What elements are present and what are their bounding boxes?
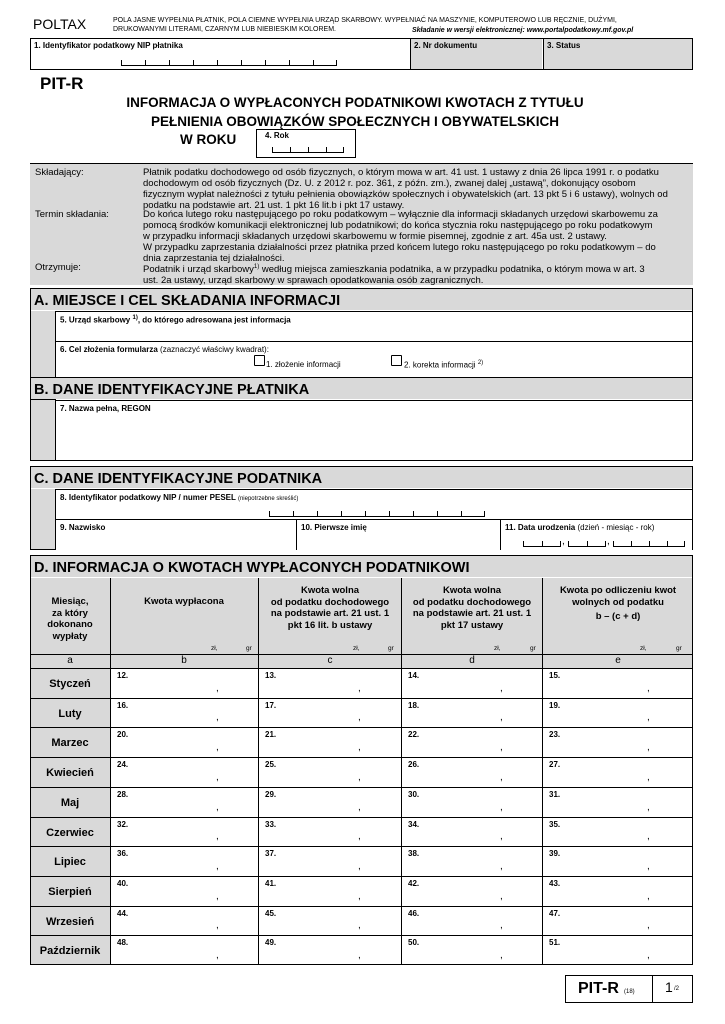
col-e-header-1: Kwota po odliczeniu kwot [559,585,677,596]
letter-b: b [181,655,187,666]
col-c-header-2: od podatku dochodowego [270,596,390,608]
decimal-comma: , [500,831,503,842]
field-number: 15. [549,671,561,680]
last-name-label: 9. Nazwisko [60,523,106,532]
decimal-comma: , [500,742,503,753]
first-name-field[interactable] [296,519,500,550]
deadline-label: Termin składania: [35,209,109,220]
unit-zl-e: zł, [640,645,647,652]
birth-date-field[interactable] [500,519,692,550]
unit-gr-b: gr [246,645,252,652]
footer-code-cell [566,976,653,1002]
decimal-comma: , [500,683,503,694]
tax-office-label-b: , do którego adresowana jest informacja [137,315,291,325]
field-number: 43. [549,879,561,888]
recipient-text-2: ust. 2a ustawy, urząd skarbowy w sprawach opodatkowania osób zagranicznych. [143,275,484,287]
decimal-comma: , [216,742,219,753]
recipient-text-1 [143,262,645,275]
month-name: Maj [60,797,80,809]
birth-date-sep-2: , [607,536,610,547]
deadline-text-1: Do końca lutego roku następującego po roku podatkowym – wyłącznie dla informacji składanych urzędowi skarbowemu za [143,209,658,220]
footer-page-number: 1 [665,979,673,995]
field-number: 13. [265,671,277,680]
title-line-1: INFORMACJA O WYPŁACONYCH PODATNIKOWI KWOTACH Z TYTUŁU [126,95,584,110]
field-number: 22. [408,730,420,739]
col-e-header-2: wolnych od podatku [572,596,664,608]
field-number: 27. [549,760,561,769]
decimal-comma: , [358,802,361,813]
field-number: 26. [408,760,420,769]
section-b-title: B. DANE IDENTYFIKACYJNE PŁATNIKA [30,377,693,399]
field-number: 39. [549,849,561,858]
decimal-comma: , [216,950,219,961]
unit-zl-b: zł, [211,645,218,652]
decimal-comma: , [647,920,650,931]
letter-c: c [327,655,333,666]
option-correction-checkbox[interactable] [391,355,402,366]
section-c-title: C. DANE IDENTYFIKACYJNE PODATNIKA [30,466,693,488]
birth-date-sep-1: , [562,536,565,547]
decimal-comma: , [358,742,361,753]
field-number: 29. [265,790,277,799]
submitter-text-4: podatku na podstawie art. 21 ust. 1 pkt 16 lit.b i pkt 17 ustawy. [143,200,405,211]
col-divider-2 [258,578,259,965]
year-tick-row [272,148,344,153]
field-number: 25. [265,760,277,769]
field-number: 18. [408,701,420,710]
unit-gr-d: gr [530,645,536,652]
brand-logo: POLTAX [33,16,87,32]
decimal-comma: , [358,683,361,694]
decimal-comma: , [358,712,361,723]
deadline-text-5: dnia zaprzestania tej działalności. [143,253,285,264]
unit-zl-d: zł, [494,645,501,652]
footer-version: (18) [624,989,635,995]
col-d-header-4: pkt 17 ustawy [440,619,504,631]
footnote-2-ref: 2) [477,360,484,366]
decimal-comma: , [216,861,219,872]
field-number: 31. [549,790,561,799]
decimal-comma: , [216,802,219,813]
submitter-label: Składający: [35,167,84,178]
field-number: 20. [117,730,129,739]
col-c-header-3: na podstawie art. 21 ust. 1 [270,608,390,619]
col-b-header: Kwota wypłacona [144,596,224,607]
month-name: Sierpień [48,886,92,898]
month-name: Czerwiec [46,827,94,839]
birth-month-ticks [568,542,606,547]
month-name: Lipiec [54,856,86,868]
field-number: 30. [408,790,420,799]
option-correction-text: 2. korekta informacji [404,360,478,370]
decimal-comma: , [647,831,650,842]
field-number: 41. [265,879,277,888]
purpose-label-a: 6. Cel złożenia formularza [60,345,161,354]
month-name: Kwiecień [46,767,94,779]
decimal-comma: , [358,950,361,961]
decimal-comma: , [647,712,650,723]
submitter-text-2: dochodowym od osób fizycznych (Dz. U. z 2012 r. poz. 361, z późn. zm.), zwanej dalej „ustawą”, dokonujący osobom [143,178,636,189]
col-divider-3 [401,578,402,965]
field-number: 17. [265,701,277,710]
field-number: 12. [117,671,129,680]
recipient-text [143,262,645,286]
field-number: 49. [265,938,277,947]
footer-page-total: /2 [674,986,680,992]
unit-gr-c: gr [388,645,394,652]
decimal-comma: , [358,831,361,842]
col-c-header-1: Kwota wolna [300,585,360,596]
deadline-text [143,209,658,264]
status-label: 3. Status [547,41,581,50]
deadline-text-3: w przypadku informacji składanych urzędowi skarbowemu w formie pisemnej, zgodnie z art. 45a ust. 2 ustawy. [143,231,607,242]
footer-code-box [565,975,693,1003]
payer-name-field[interactable] [55,400,692,460]
year-label: 4. Rok [265,131,290,140]
payer-name-label: 7. Nazwa pełna, REGON [60,404,151,413]
col-e-formula: b – (c + d) [595,611,641,622]
field-number: 35. [549,820,561,829]
decimal-comma: , [216,712,219,723]
title-line-3: W ROKU [180,132,237,147]
field-number: 47. [549,909,561,918]
birth-year-ticks [613,542,685,547]
year-field[interactable] [256,129,356,158]
decimal-comma: , [500,861,503,872]
field-number: 46. [408,909,420,918]
submitter-text-1: Płatnik podatku dochodowego od osób fizycznych, o którym mowa w art. 41 ust. 1 ustawy z dnia 26 lipca 1991 r. o podatku [143,167,659,178]
birth-date-label-text: 11. Data urodzenia [505,523,578,532]
col-d-header-2: od podatku dochodowego [412,596,532,608]
field-number: 16. [117,701,129,710]
col-d-header-3: na podstawie art. 21 ust. 1 [412,608,532,619]
field-number: 42. [408,879,420,888]
field-number: 32. [117,820,129,829]
doc-number-label: 2. Nr dokumentu [414,41,478,50]
form-code: PIT-R [40,74,84,93]
decimal-comma: , [647,950,650,961]
field-number: 21. [265,730,277,739]
submitter-text-3: fizycznym wypłat należności z tytułu pełnienia obowiązków społecznych i obywatelskich (art. 13 pkt 5 i 6 ustawy), wolnych od [143,189,668,200]
option-submission-checkbox[interactable] [254,355,265,366]
decimal-comma: , [647,742,650,753]
field-number: 36. [117,849,129,858]
month-name: Wrzesień [45,916,95,928]
decimal-comma: , [216,683,219,694]
col-a-header-3: dokonano [47,619,93,630]
decimal-comma: , [647,802,650,813]
field-number: 48. [117,938,129,947]
field-number: 50. [408,938,420,947]
last-name-field[interactable] [55,519,296,550]
month-name: Marzec [51,737,89,749]
col-a-header-1: Miesiąc, [51,596,89,607]
recipient-label: Otrzymuje: [35,262,81,273]
option-correction-label [404,360,483,370]
decimal-comma: , [358,920,361,931]
decimal-comma: , [500,950,503,961]
option-submission-label: 1. złożenie informacji [266,360,341,369]
taxpayer-id-field[interactable] [55,489,692,519]
col-c-header-4: pkt 16 lit. b ustawy [287,619,373,631]
decimal-comma: , [500,920,503,931]
col-divider-1 [110,578,111,965]
decimal-comma: , [216,772,219,783]
decimal-comma: , [216,831,219,842]
nip-label: 1. Identyfikator podatkowy NIP płatnika [34,41,183,50]
field-number: 24. [117,760,129,769]
doc-number-field [410,39,542,69]
field-number: 33. [265,820,277,829]
nip-field[interactable] [31,39,409,69]
submitter-text [143,167,668,211]
birth-date-note: (dzień - miesiąc - rok) [577,523,655,532]
col-a-header-2: za który [52,607,88,619]
taxpayer-id-tick-row [269,512,485,517]
footnote-1-ref: 1) [132,315,138,321]
footer-form-code: PIT-R [578,980,619,997]
month-name: Luty [58,708,82,720]
deadline-text-4: W przypadku zaprzestania działalności przez płatnika przed końcem lutego roku następującego po roku podatkowym – do [143,242,656,253]
recipient-text-1b: według miejsca zamieszkania podatnika, a w przypadku podatnika, o którym mowa w art. 3 [259,264,645,276]
field-number: 19. [549,701,561,710]
tax-office-label [60,315,291,325]
decimal-comma: , [647,861,650,872]
decimal-comma: , [358,772,361,783]
decimal-comma: , [358,891,361,902]
field-number: 37. [265,849,277,858]
birth-day-ticks [523,542,561,547]
col-a-header-4: wypłaty [52,630,88,642]
decimal-comma: , [647,772,650,783]
header-instruction-2: DRUKOWANYMI LITERAMI, CZARNYM LUB NIEBIESKIM KOLOREM. [113,26,336,33]
decimal-comma: , [647,891,650,902]
field-number: 34. [408,820,420,829]
tax-office-field[interactable] [55,311,692,341]
header-instruction-1: POLA JASNE WYPEŁNIA PŁATNIK, POLA CIEMNE WYPEŁNIA URZĄD SKARBOWY. WYPEŁNIAĆ NA MASZYNIE, KOMPUTEROWO LUB RĘCZNIE, DUŻYMI, [113,17,617,24]
col-d-header-1: Kwota wolna [442,585,502,596]
taxpayer-id-label-text: 8. Identyfikator podatkowy NIP / numer PESEL [60,493,238,502]
birth-date-label [505,523,654,532]
field-number: 14. [408,671,420,680]
decimal-comma: , [216,891,219,902]
letter-a: a [67,655,73,666]
section-d-box [30,555,693,965]
month-name: Styczeń [49,678,91,690]
status-field [543,39,692,69]
field-number: 51. [549,938,561,947]
electronic-note: Składanie w wersji elektronicznej: www.portalpodatkowy.mf.gov.pl [412,27,634,34]
section-d-title: D. INFORMACJA O KWOTACH WYPŁACONYCH PODATNIKOWI [30,555,693,577]
nip-tick-row [121,61,337,66]
decimal-comma: , [216,920,219,931]
decimal-comma: , [500,772,503,783]
field-number: 23. [549,730,561,739]
letter-e: e [615,655,621,666]
deadline-text-2: pomocą środków komunikacji elektronicznej lub podatnikowi; do końca stycznia roku następującego po roku podatkowym [143,220,653,231]
field-number: 44. [117,909,129,918]
field-number: 40. [117,879,129,888]
title-line-2: PEŁNIENIA OBOWIĄZKÓW SPOŁECZNYCH I OBYWATELSKICH [151,114,559,129]
letter-d: d [469,655,475,666]
first-name-label: 10. Pierwsze imię [301,523,367,532]
taxpayer-id-note: (niepotrzebne skreślić) [237,496,299,502]
decimal-comma: , [358,861,361,872]
tax-office-label-a: 5. Urząd skarbowy [60,315,133,325]
field-number: 28. [117,790,129,799]
field-number: 45. [265,909,277,918]
month-name: Październik [39,945,101,957]
footnote-1-ref: 1) [253,264,260,270]
purpose-label [60,345,269,354]
decimal-comma: , [500,712,503,723]
recipient-text-1a: Podatnik i urząd skarbowy [143,264,254,276]
decimal-comma: , [500,802,503,813]
section-a-title: A. MIEJSCE I CEL SKŁADANIA INFORMACJI [30,288,693,310]
decimal-comma: , [500,891,503,902]
unit-gr-e: gr [676,645,682,652]
unit-zl-c: zł, [353,645,360,652]
field-number: 38. [408,849,420,858]
decimal-comma: , [647,683,650,694]
taxpayer-id-label [60,493,298,502]
purpose-label-b: (zaznaczyć właściwy kwadrat): [160,345,269,354]
col-divider-4 [542,578,543,965]
